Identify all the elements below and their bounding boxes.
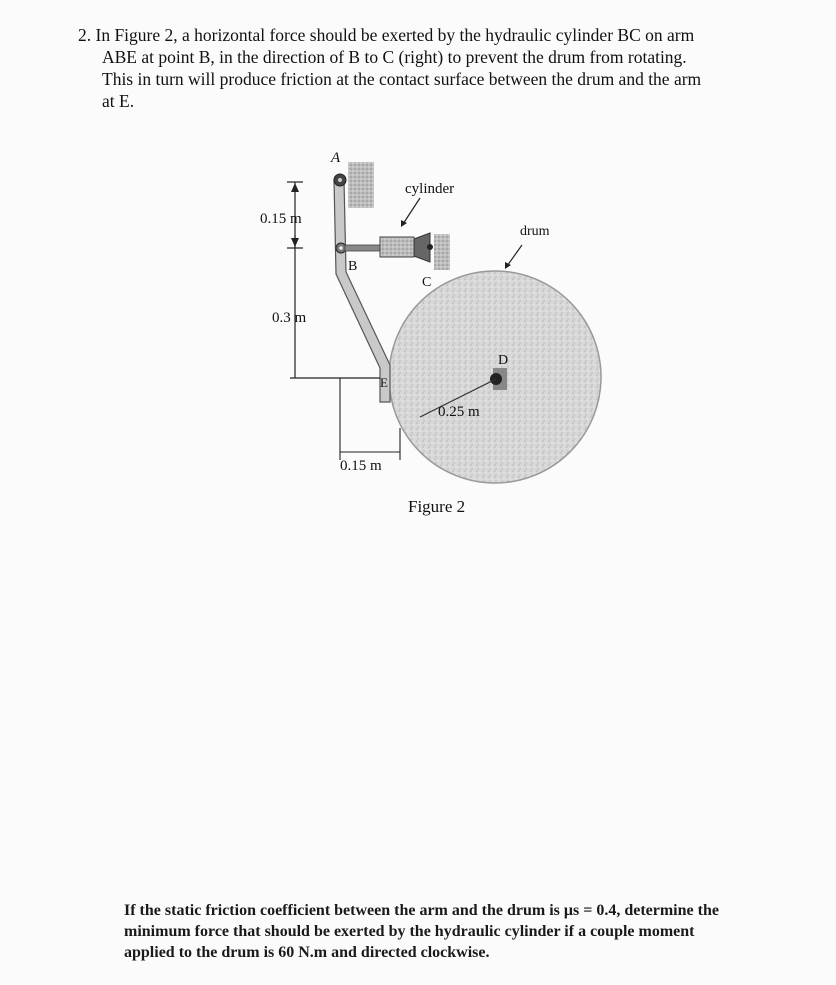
label-drum: drum [520, 224, 550, 239]
label-d: D [498, 353, 509, 368]
label-b: B [348, 259, 358, 274]
problem-line-4: at E. [102, 91, 135, 111]
cylinder-leader [403, 198, 420, 224]
drum-brake-diagram [230, 140, 630, 516]
wall-support-c [434, 234, 450, 270]
drum-leader [507, 245, 522, 266]
dim-03: 0.3 m [272, 310, 307, 326]
label-e: E [380, 375, 388, 390]
figure-2-diagram [230, 140, 630, 516]
wall-support-a [348, 162, 374, 208]
problem-line-1: 2. In Figure 2, a horizontal force should be exerted by the hydraulic cylinder BC on arm [78, 25, 695, 45]
cylinder-barrel [380, 237, 414, 257]
dim-025: 0.25 m [438, 404, 480, 420]
question-line-1: If the static friction coefficient between the arm and the drum is μs = 0.4, determine the [124, 902, 719, 919]
figure-caption: Figure 2 [408, 497, 466, 516]
dim-015-bottom: 0.15 m [340, 458, 382, 474]
problem-line-2: ABE at point B, in the direction of B to C (right) to prevent the drum from rotating. [102, 47, 687, 67]
problem-statement [78, 24, 803, 112]
label-c: C [422, 275, 432, 290]
question-text [124, 900, 794, 963]
label-cylinder: cylinder [405, 181, 455, 197]
dim-015-top: 0.15 m [260, 211, 302, 227]
arm-abe [334, 180, 390, 402]
cylinder-rod [345, 245, 380, 251]
label-a: A [331, 150, 341, 166]
question-line-2: minimum force that should be exerted by the hydraulic cylinder if a couple moment [124, 923, 695, 940]
problem-line-3: This in turn will produce friction at the contact surface between the drum and the arm [102, 69, 702, 89]
question-line-3: applied to the drum is 60 N.m and directed clockwise. [124, 944, 490, 961]
